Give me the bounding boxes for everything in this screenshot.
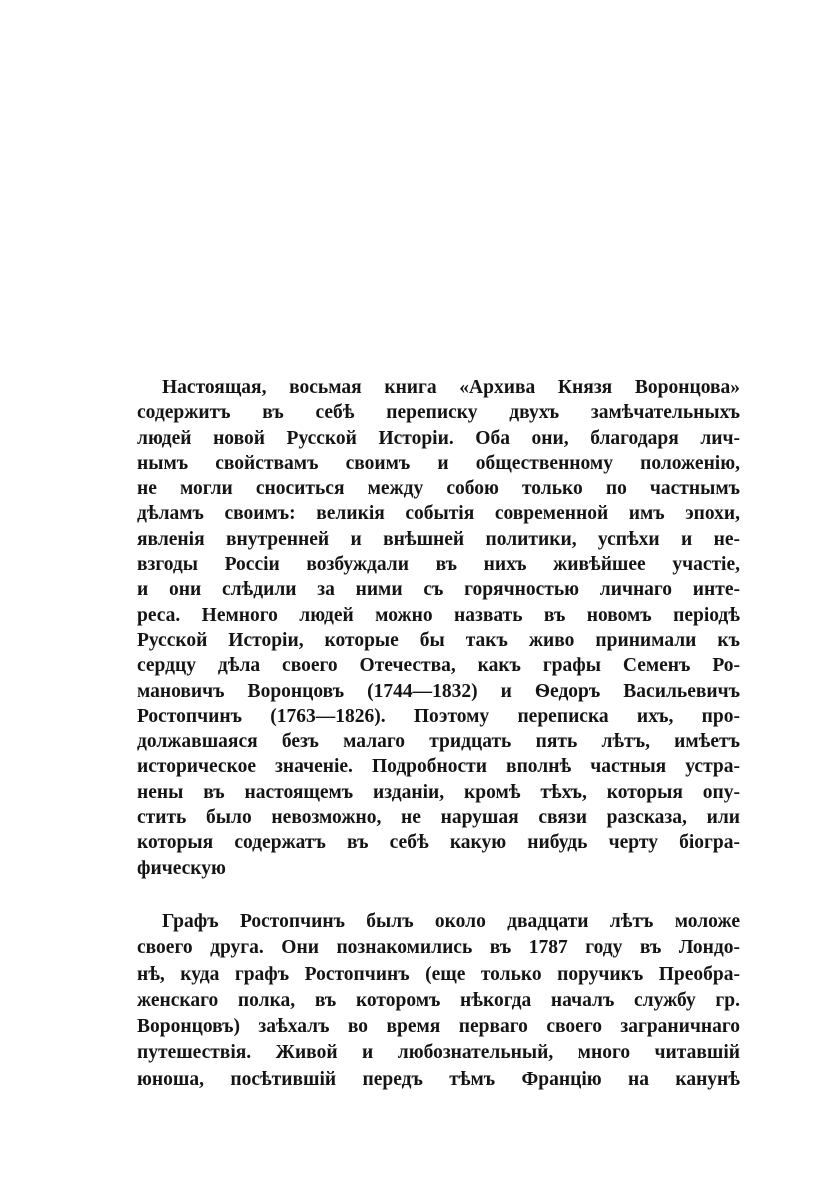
text-line: юноша, посѣтившій передъ тѣмъ Францію на канунѣ (137, 1068, 740, 1090)
text-line: нымъ свойствамъ своимъ и общественному положенію, (137, 452, 740, 474)
text-line: Русской Исторіи, которые бы такъ живо принимали къ (137, 629, 740, 651)
text-line: Графъ Ростопчинъ былъ около двадцати лѣтъ моложе (162, 911, 740, 932)
text-line: Настоящая, восьмая книга «Архива Князя Воронцова» (162, 377, 740, 398)
text-line: реса. Немного людей можно назвать въ новомъ періодѣ (137, 604, 740, 626)
text-line: не могли сноситься между собою только по частнымъ (137, 478, 740, 500)
text-line: нены въ настоящемъ изданіи, кромѣ тѣхъ, которыя опу- (137, 781, 740, 803)
text-line: явленія внутренней и внѣшней политики, успѣхи и не- (137, 528, 740, 550)
text-line: которыя содержатъ въ себѣ какую нибудь черту біогра- (137, 832, 740, 854)
text-line: и они слѣдили за ними съ горячностью личнаго инте- (137, 579, 740, 601)
text-line: людей новой Русской Исторіи. Оба они, благодаря лич- (137, 427, 740, 449)
paragraph-2 (137, 909, 740, 1093)
text-line: Ростопчинъ (1763—1826). Поэтому переписка ихъ, про- (137, 705, 740, 727)
text-line: женскаго полка, въ которомъ нѣкогда началъ службу гр. (137, 989, 740, 1011)
text-line: мановичъ Воронцовъ (1744—1832) и Ѳедоръ Васильевичъ (137, 680, 740, 702)
text-line: фическую (137, 857, 226, 879)
text-line: сердцу дѣла своего Отечества, какъ графы Семенъ Ро- (137, 655, 740, 677)
text-line: путешествія. Живой и любознательный, много читавшій (137, 1042, 740, 1064)
text-line: Воронцовъ) заѣхалъ во время перваго своего заграничнаго (137, 1016, 740, 1038)
text-line: содержитъ въ себѣ переписку двухъ замѣчательныхъ (137, 402, 740, 424)
text-line: своего друга. Они познакомились въ 1787 году въ Лондо- (137, 937, 740, 959)
text-line: нѣ, куда графъ Ростопчинъ (еще только поручикъ Преобра- (137, 963, 740, 985)
text-line: взгоды Россіи возбуждали въ нихъ живѣйшее участіе, (137, 554, 740, 576)
text-line: должавшаяся безъ малаго тридцать пять лѣтъ, имѣетъ (137, 731, 740, 753)
paragraph-1 (137, 375, 740, 881)
text-line: историческое значеніе. Подробности вполнѣ частныя устра- (137, 756, 740, 778)
text-line: стить было невозможно, не нарушая связи разсказа, или (137, 807, 740, 829)
text-line: дѣламъ своимъ: великія событія современной имъ эпохи, (137, 503, 740, 525)
